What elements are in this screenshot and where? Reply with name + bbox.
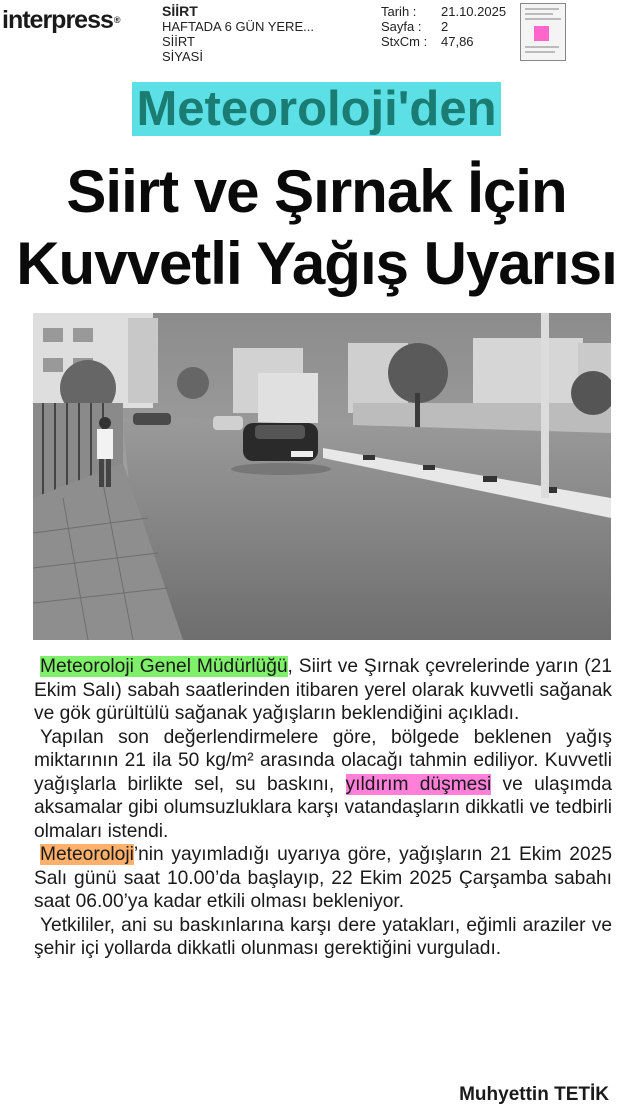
paragraph-2-text-a: Yapılan son değerlendirmelere göre, bölgede beklenen yağış miktarının 21 ila 50 kg/m² arasında olacağı tahmin ediliyor. Kuvvetli yağışlarla birlikte sel, su baskını, bbox=[34, 726, 612, 795]
date-value: 21.10.2025 bbox=[441, 4, 507, 19]
page-label: Sayfa : bbox=[381, 19, 422, 34]
headline-line-1: Siirt ve Şırnak İçin bbox=[66, 158, 567, 225]
paragraph-2 bbox=[34, 726, 612, 844]
stxcm-label: StxCm : bbox=[381, 34, 428, 49]
headline bbox=[0, 156, 633, 300]
publication-section: SİYASİ bbox=[162, 49, 203, 64]
paragraph-3 bbox=[34, 843, 612, 914]
paragraph-1-text: , Siirt ve Şırnak çevrelerinde yarın (21 Ekim Salı) sabah saatlerinden itibaren yerel olarak kuvvetli sağanak ve gök gürültülü sağanak yağışların beklendiğini açıkladı. bbox=[34, 656, 612, 724]
paragraph-3-text: ’nin yayımladığı uyarıya göre, yağışların 21 Ekim 2025 Salı günü saat 10.00’da başlayıp, 22 Ekim 2025 Çarşamba sabahı saat 06.00’ya kadar etkili olması bekleniyor. bbox=[34, 844, 612, 912]
article-body bbox=[34, 655, 612, 961]
page-value: 2 bbox=[441, 19, 449, 34]
date-label: Tarih : bbox=[381, 4, 417, 19]
highlight-institution: Meteoroloji Genel Müdürlüğü bbox=[40, 656, 288, 677]
paragraph-2-text-b: ve ulaşımda aksamalar gibi olumsuzluklara karşı vatandaşların dikkatli ve tedbirli olmaları istendi. bbox=[34, 773, 612, 842]
headline-line-2: Kuvvetli Yağış Uyarısı bbox=[16, 230, 617, 297]
page-thumbnail[interactable] bbox=[520, 3, 566, 61]
kicker: Meteoroloji'den bbox=[132, 82, 500, 136]
thumbnail-highlight bbox=[534, 26, 549, 41]
highlight-meteoroloji: Meteoroloji bbox=[40, 844, 134, 865]
interpress-logo: interpress® bbox=[2, 6, 120, 34]
publication-name: SİİRT bbox=[162, 3, 198, 19]
publication-city: SİİRT bbox=[162, 34, 195, 49]
paragraph-4: Yetkililer, ani su baskınlarına karşı dere yatakları, eğimli araziler ve şehir içi yollarda dikkatli olunması gerektiğini vurguladı. bbox=[34, 914, 612, 959]
author-byline: Muhyettin TETİK bbox=[459, 1084, 609, 1105]
paragraph-1 bbox=[34, 655, 612, 726]
publication-frequency: HAFTADA 6 GÜN YERE... bbox=[162, 19, 314, 34]
publication-info bbox=[162, 4, 314, 64]
registered-mark: ® bbox=[113, 15, 120, 25]
kicker-row bbox=[0, 82, 633, 136]
stxcm-value: 47,86 bbox=[441, 34, 474, 49]
flooded-street-photo bbox=[33, 313, 611, 640]
clipping-meta bbox=[381, 4, 506, 49]
highlight-lightning: yıldırım düşmesi bbox=[345, 773, 492, 795]
